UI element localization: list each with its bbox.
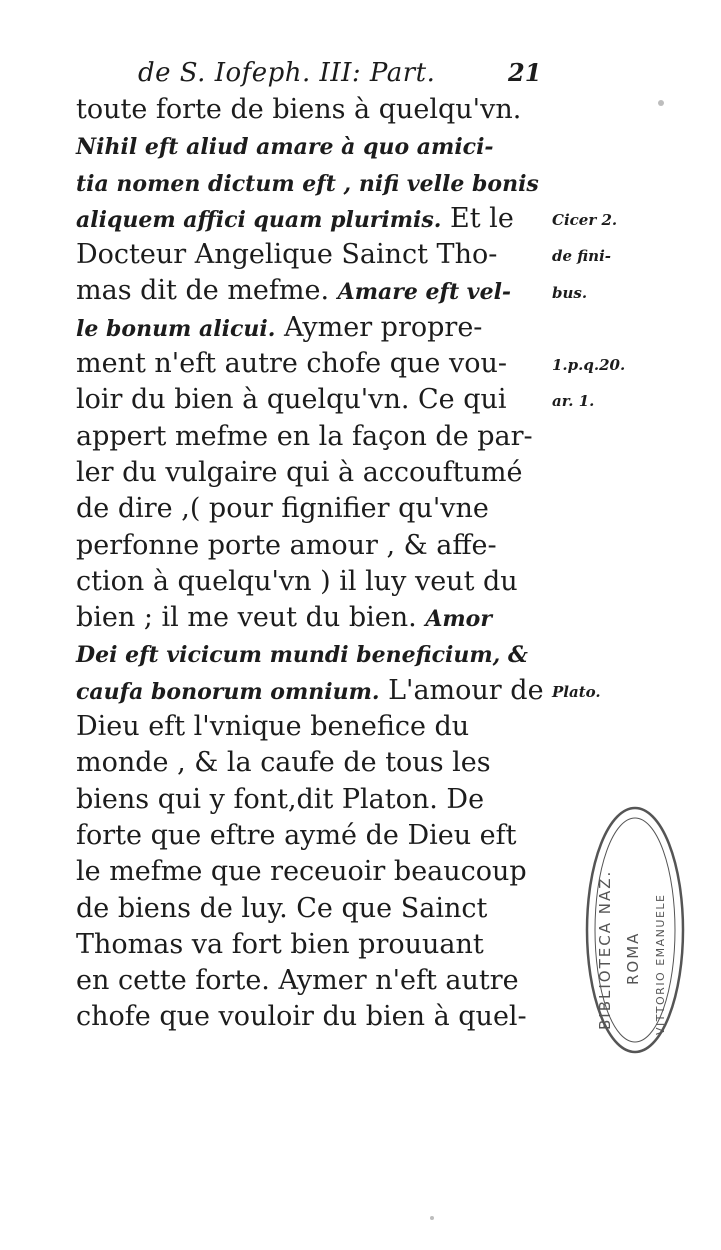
paper-speck (430, 1216, 434, 1220)
french-text: forte que eftre aymé de Dieu eft (76, 819, 517, 851)
french-text: Dieu eft l'vnique benefice du (76, 711, 470, 743)
text-line (76, 709, 556, 745)
text-line (76, 963, 556, 999)
text-line (76, 128, 556, 164)
running-title: de S. Iofeph. III: Part. (138, 58, 436, 88)
margin-note: 1.p.q.20. (552, 356, 626, 375)
text-line (76, 310, 556, 346)
french-text: ler du vulgaire qui à accouftumé (76, 456, 523, 488)
margin-note: ar. 1. (552, 392, 595, 411)
page-number: 21 (508, 58, 542, 87)
text-line (76, 673, 556, 709)
library-stamp (580, 800, 690, 1060)
margin-note: Cicer 2. (552, 210, 618, 229)
text-line (76, 528, 556, 564)
text-line (76, 999, 556, 1035)
french-text: loir du bien à quelqu'vn. Ce qui (76, 384, 507, 416)
latin-quote: Amor (425, 606, 492, 633)
french-text: en cette forte. Aymer n'eft autre (76, 965, 519, 997)
text-line (76, 273, 556, 309)
latin-quote: le bonum alicui. (76, 315, 276, 342)
margin-note: bus. (552, 283, 588, 302)
margin-note: de fini- (552, 247, 611, 266)
latin-quote: caufa bonorum omnium. (76, 678, 380, 705)
text-line (76, 346, 556, 382)
text-line (76, 237, 556, 273)
text-line (76, 600, 556, 636)
text-line (76, 382, 556, 418)
french-text: L'amour de (379, 674, 544, 706)
french-text: ction à quelqu'vn ) il luy veut du (76, 565, 518, 597)
french-text: de dire ,( pour fignifier qu'vne (76, 493, 489, 525)
french-text: Aymer propre- (275, 311, 483, 343)
text-line (76, 745, 556, 781)
body-text (76, 92, 556, 1036)
margin-note: Plato. (552, 682, 601, 701)
french-text: monde , & la caufe de tous les (76, 747, 491, 779)
french-text: appert mefme en la façon de par- (76, 420, 533, 452)
text-line (76, 891, 556, 927)
stamp-text-2: ROMA (624, 931, 642, 985)
french-text: perfonne porte amour , & affe- (76, 529, 497, 561)
french-text: toute forte de biens à quelqu'vn. (76, 94, 522, 125)
stamp-text-1: BIBLIOTECA NAZ. (596, 869, 614, 1030)
text-line (76, 92, 556, 128)
stamp-text-3: VITTORIO EMANUELE (654, 893, 667, 1035)
latin-quote: Amare eft vel- (337, 279, 512, 306)
text-line (76, 854, 556, 890)
text-line (76, 491, 556, 527)
french-text: mas dit de mefme. (76, 275, 338, 307)
french-text: ment n'eft autre chofe que vou- (76, 348, 507, 380)
text-line (76, 636, 556, 672)
text-line (76, 455, 556, 491)
french-text: bien ; il me veut du bien. (76, 602, 426, 634)
text-line (76, 419, 556, 455)
french-text: Et le (441, 202, 514, 234)
paper-speck (658, 100, 664, 106)
french-text: chofe que vouloir du bien à quel- (76, 1001, 527, 1033)
latin-quote: aliquem affici quam plurimis. (76, 206, 442, 233)
text-line (76, 927, 556, 963)
text-line (76, 564, 556, 600)
latin-quote: tia nomen dictum eft , nifi velle bonis (76, 170, 539, 197)
latin-quote: Nihil eft aliud amare à quo amici- (76, 134, 494, 161)
french-text: de biens de luy. Ce que Sainct (76, 892, 488, 924)
french-text: Thomas va fort bien prouuant (76, 928, 484, 960)
text-line (76, 165, 556, 201)
french-text: Docteur Angelique Sainct Tho- (76, 239, 498, 271)
french-text: le mefme que receuoir beaucoup (76, 856, 527, 888)
text-line (76, 782, 556, 818)
text-line (76, 201, 556, 237)
french-text: biens qui y font,dit Platon. De (76, 783, 485, 815)
latin-quote: Dei eft vicicum mundi beneficium, & (76, 642, 528, 669)
text-line (76, 818, 556, 854)
